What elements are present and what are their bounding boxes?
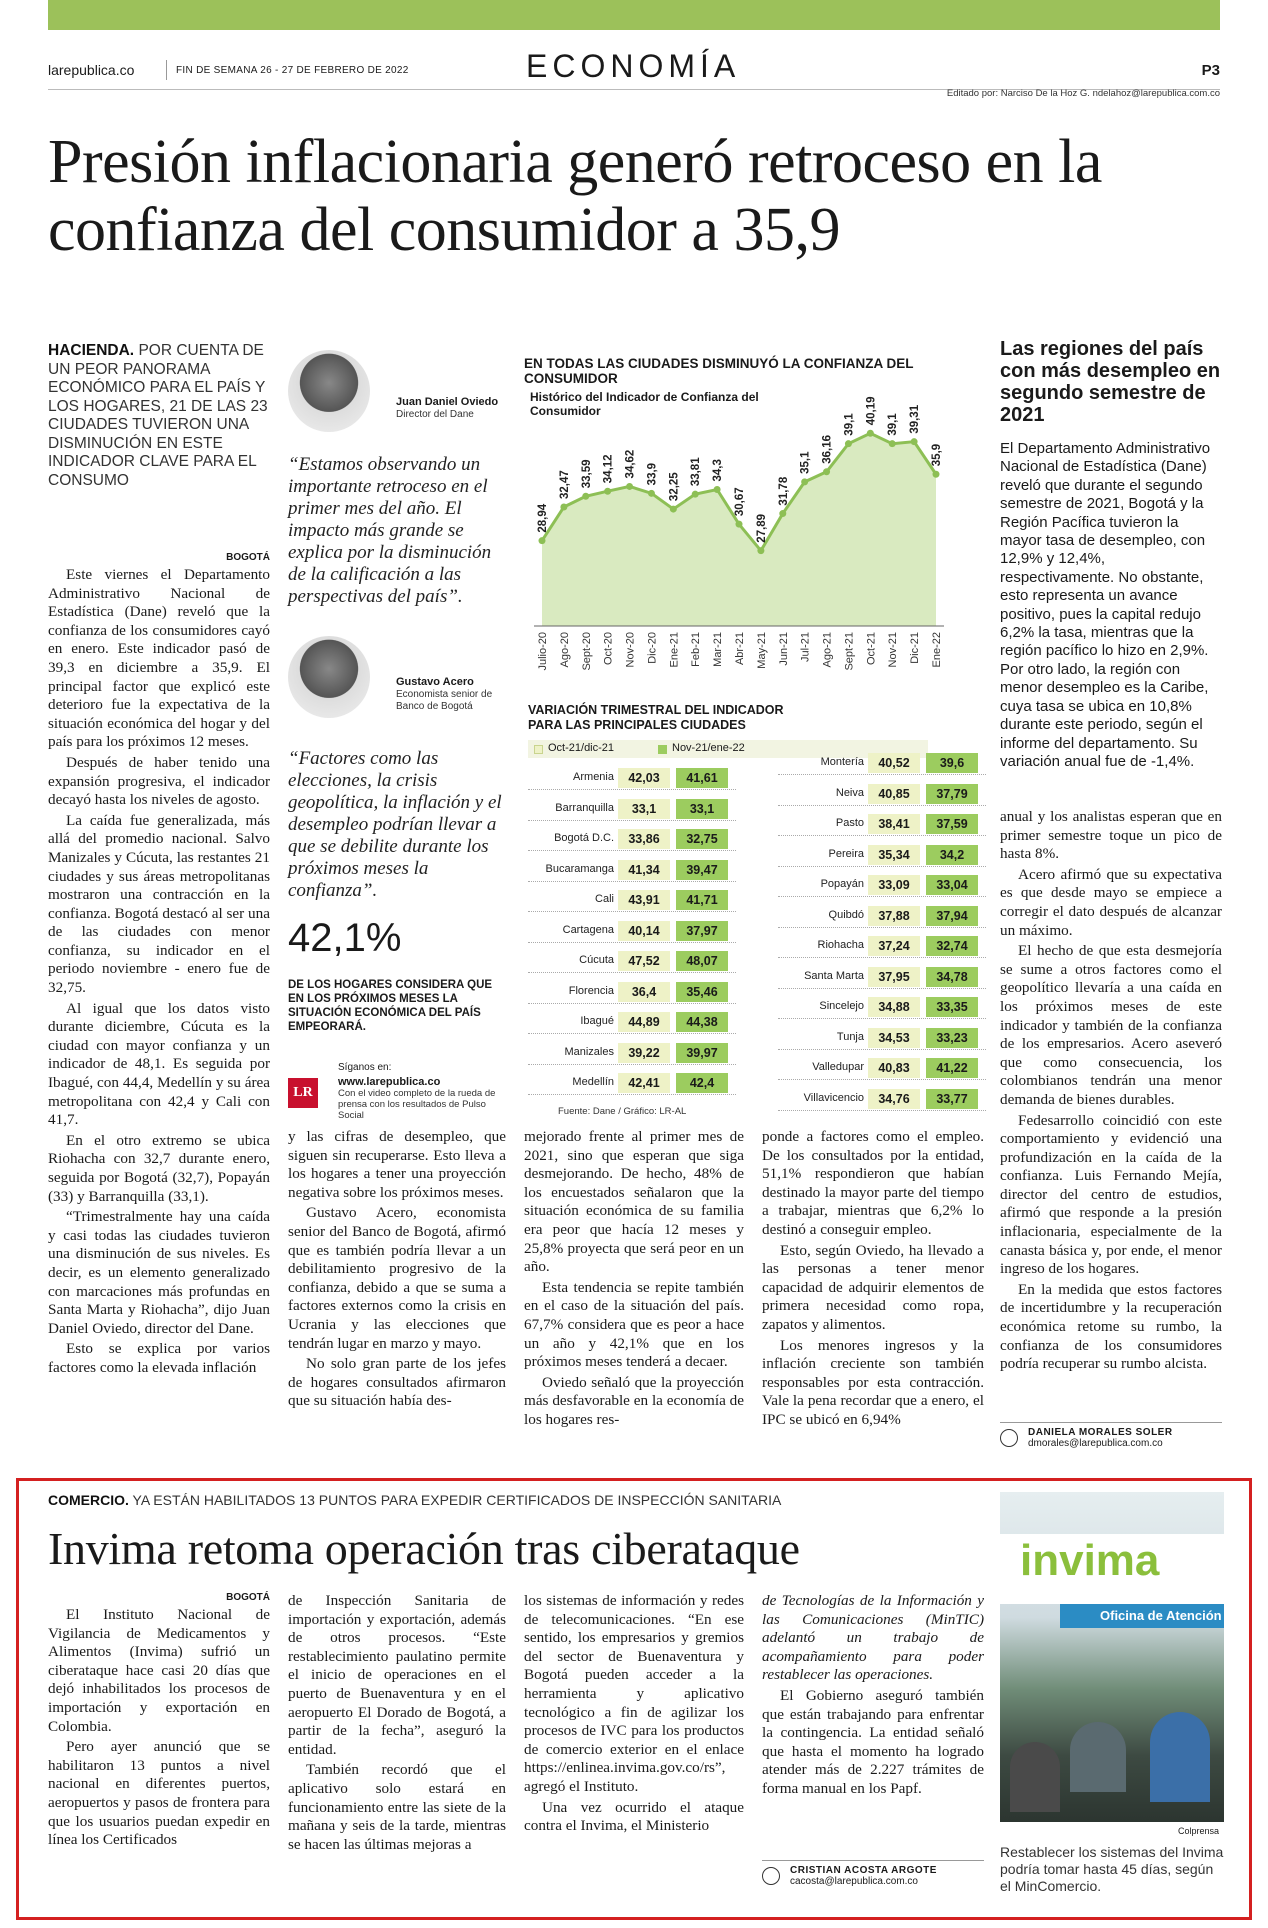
chart-title: EN TODAS LAS CIUDADES DISMINUYÓ LA CONFIANZA DEL CONSUMIDOR	[524, 356, 914, 386]
value-nov-ene: 32,74	[926, 936, 978, 956]
row-divider	[528, 1064, 736, 1065]
value-nov-ene: 41,61	[676, 768, 728, 788]
x-tick-label: Jul-21	[799, 632, 812, 662]
data-point	[801, 478, 808, 485]
data-label: 34,3	[712, 459, 725, 482]
dateline: BOGOTÁ	[226, 552, 270, 563]
page-number: P3	[1201, 62, 1220, 79]
area-fill	[542, 433, 936, 626]
data-point	[867, 430, 874, 437]
table-row	[528, 950, 736, 972]
paragraph: Oviedo señaló que la proyección más desfavorable en la economía de los hogares res-	[524, 1373, 744, 1428]
data-label: 33,9	[646, 462, 659, 486]
article-column-1	[48, 566, 270, 1380]
x-tick-label: Dic-20	[646, 632, 659, 664]
value-nov-ene: 33,1	[676, 799, 728, 819]
value-oct-dic: 47,52	[618, 951, 670, 971]
paragraph: Este viernes el Departamento Administrativo Nacional de Estadística (Dane) reveló que la confianza de los consumidores cayó en enero. Este indicador pasó de 39,3 en diciembre a 35,9. El principal factor que explicó este deterioro fue la expectativa de la situación económica del hogar y del país para los próximos 12 meses.	[48, 566, 270, 751]
invima-photo	[1000, 1492, 1224, 1822]
row-divider	[778, 835, 986, 836]
value-oct-dic: 33,09	[868, 875, 920, 895]
quotes-column	[288, 346, 502, 1121]
paragraph: mejorado frente al primer mes de 2021, sino que esperan que siga desmejorando. De hecho, 48% de los encuestados señalaron que la situación económica de su familia era peor que hacía 12 meses y 25,8% proyecta que será peor en un año.	[524, 1128, 744, 1276]
data-label: 33,81	[690, 457, 703, 487]
value-oct-dic: 35,34	[868, 845, 920, 865]
stat-value: 42,1%	[288, 916, 402, 960]
value-nov-ene: 44,38	[676, 1012, 728, 1032]
value-oct-dic: 38,41	[868, 814, 920, 834]
follow-site[interactable]: www.larepublica.co	[338, 1076, 441, 1088]
legend-label-1: Oct-21/dic-21	[548, 742, 615, 754]
city-name: Pasto	[835, 817, 864, 829]
table-title: VARIACIÓN TRIMESTRAL DEL INDICADOR PARA LAS PRINCIPALES CIUDADES	[528, 703, 784, 732]
lede	[48, 342, 270, 490]
paragraph: Esto, según Oviedo, ha llevado a las personas a tener menor capacidad de adquirir elementos de primera necesidad como ropa, zapatos y alimentos.	[762, 1241, 984, 1333]
data-point	[714, 486, 721, 493]
paragraph: El Instituto Nacional de Vigilancia de Medicamentos y Alimentos (Invima) sufrió un ciberataque hace casi 20 días que dejó inhabilitados los procesos de importación y exportación en Colombia.	[48, 1606, 270, 1735]
value-oct-dic: 40,83	[868, 1058, 920, 1078]
table-row	[528, 1011, 736, 1033]
city-name: Popayán	[820, 878, 864, 890]
row-divider	[778, 1049, 986, 1050]
sign-text: Oficina de Atención	[1100, 1608, 1222, 1623]
value-oct-dic: 42,41	[618, 1073, 670, 1093]
city-name: Neiva	[835, 786, 864, 799]
pull-quote-2: “Factores como las elecciones, la crisis geopolítica, la inflación y el desempleo podrían llevar a que se debilite durante los próximos meses la confianza”.	[288, 748, 502, 901]
table-row	[528, 859, 736, 881]
table-row	[528, 920, 736, 942]
follow-block[interactable]	[338, 1076, 502, 1121]
section-title: ECONOMÍA	[526, 48, 741, 84]
article2-column-2	[288, 1592, 506, 1856]
legend-swatch-2	[658, 745, 667, 754]
author-name: CRISTIAN ACOSTA ARGOTE	[790, 1865, 937, 1876]
value-oct-dic: 42,03	[618, 768, 670, 788]
data-label: 27,89	[755, 513, 768, 543]
value-oct-dic: 34,88	[868, 997, 920, 1017]
x-tick-label: Julio-20	[537, 632, 549, 671]
value-nov-ene: 33,77	[926, 1089, 978, 1109]
kicker-text: YA ESTÁN HABILITADOS 13 PUNTOS PARA EXPEDIR CERTIFICADOS DE INSPECCIÓN SANITARIA	[132, 1492, 782, 1508]
value-nov-ene: 37,79	[926, 784, 978, 804]
person-name: Juan Daniel Oviedo	[396, 396, 499, 408]
city-name: Barranquilla	[555, 801, 614, 814]
row-divider	[778, 896, 986, 897]
data-point	[670, 506, 677, 513]
paragraph: Los menores ingresos y la inflación creciente son también responsables por esta contracción. Vale la pena recordar que a enero, el IPC se ubicó en 6,94%	[762, 1336, 984, 1428]
row-divider	[528, 1003, 736, 1004]
author-icon	[1000, 1429, 1018, 1447]
data-label: 35,1	[799, 451, 812, 474]
value-nov-ene: 39,6	[926, 753, 978, 773]
value-nov-ene: 32,75	[676, 829, 728, 849]
value-nov-ene: 37,97	[676, 921, 728, 941]
city-name: Tunja	[836, 1030, 864, 1043]
person-silhouette	[1010, 1742, 1060, 1812]
city-name: Valledupar	[812, 1061, 864, 1073]
city-name: Pereira	[828, 847, 864, 860]
value-oct-dic: 34,53	[868, 1028, 920, 1048]
data-point	[736, 521, 743, 528]
value-nov-ene: 48,07	[676, 951, 728, 971]
author-icon	[762, 1867, 780, 1885]
table-row	[778, 874, 986, 896]
paragraph: ponde a factores como el empleo. De los consultados por la entidad, 51,1% respondieron que habían destinado la mayor parte del tiempo a trabajar, mientras que 6,2% lo destinó a conseguir empleo.	[762, 1128, 984, 1238]
row-divider	[778, 774, 986, 775]
city-name: Bucaramanga	[545, 862, 614, 875]
photo-caption: Restablecer los sistemas del Invima podría tomar hasta 45 días, según el MinComercio.	[1000, 1844, 1224, 1894]
page-headline: Presión inflacionaria generó retroceso en la confianza del consumidor a 35,9	[48, 128, 1102, 264]
data-label: 39,31	[909, 404, 922, 434]
data-point	[626, 483, 633, 490]
data-point	[889, 440, 896, 447]
row-divider	[778, 866, 986, 867]
value-nov-ene: 33,23	[926, 1028, 978, 1048]
paragraph: los sistemas de información y redes de telecomunicaciones. “En ese sentido, los empresarios y gremios del sector de Buenaventura y Bogotá pueden acceder a la herramienta y aplicativo tecnológico a fin de agilizar los procesos de IVC para los productos de comercio exterior en el enlace https://enlinea.invima.gov.co/rs”, agregó el Instituto.	[524, 1592, 744, 1795]
x-tick-label: Oct-21	[865, 632, 878, 666]
row-divider	[778, 1110, 986, 1111]
value-nov-ene: 34,78	[926, 967, 978, 987]
article2-kicker	[48, 1492, 988, 1508]
article2-column-3	[524, 1592, 744, 1838]
city-name: Sincelejo	[819, 1000, 864, 1012]
data-point	[757, 547, 764, 554]
city-table-left	[528, 767, 736, 1107]
city-table-right	[778, 752, 986, 1112]
paragraph: En el otro extremo se ubica Riohacha con 32,7 durante enero, seguida por Bogotá (32,7), Popayán (33) y Barranquilla (33,1).	[48, 1131, 270, 1205]
value-nov-ene: 37,94	[926, 906, 978, 926]
value-oct-dic: 37,88	[868, 906, 920, 926]
data-point	[604, 488, 611, 495]
x-tick-label: Oct-20	[602, 632, 615, 666]
lr-logo: LR	[288, 1078, 318, 1108]
table-row	[778, 1057, 986, 1079]
x-tick-label: Abr-21	[734, 632, 746, 666]
value-nov-ene: 42,4	[676, 1073, 728, 1093]
table-row	[778, 996, 986, 1018]
data-label: 33,59	[580, 459, 593, 489]
chart-source: Fuente: Dane / Gráfico: LR-AL	[558, 1106, 687, 1117]
article2-column-1	[48, 1606, 270, 1852]
paragraph: Acero afirmó que su expectativa es que desde mayo se empiece a corregir el dato después de alcanzar un máximo.	[1000, 865, 1222, 939]
masthead	[48, 48, 1220, 90]
row-divider	[528, 850, 736, 851]
data-label: 40,19	[865, 396, 878, 426]
x-tick-label: Jun-21	[777, 632, 790, 666]
paragraph: anual y los analistas esperan que en primer semestre toque un pico de hasta 8%.	[1000, 808, 1222, 863]
paragraph: Gustavo Acero, economista senior del Banco de Bogotá, afirmó que es también podría llevar a un debilitamiento progresivo de la confianza, debido a que se suma a factores externos como la crisis en Ucrania y las elecciones que tendrán lugar en marzo y mayo.	[288, 1204, 506, 1352]
person-role: Director del Dane	[396, 409, 474, 420]
author-name: DANIELA MORALES SOLER	[1028, 1427, 1173, 1438]
row-divider	[528, 1033, 736, 1034]
row-divider	[528, 789, 736, 790]
value-nov-ene: 39,97	[676, 1043, 728, 1063]
row-divider	[778, 1018, 986, 1019]
data-label: 34,62	[624, 449, 637, 479]
data-point	[692, 491, 699, 498]
paragraph: También recordó que el aplicativo solo estará en funcionamiento entre las siete de la mañana y seis de la tarde, mientras se hacen las últimas mejoras a	[288, 1761, 506, 1853]
sidebar-text: El Departamento Administrativo Nacional de Estadística (Dane) reveló que durante el segundo semestre de 2021, Bogotá y la Región Pacífica tuvieron la mayor tasa de desempleo, con 12,9% y 12,4%, respectivamente. No obstante, esto representa un avance positivo, pues la capital redujo 6,2% la tasa, mientras que la región pacífico lo hizo en 2,9%. Por otro lado, la región con menor desempleo es la Caribe, cuya tasa se ubica en 10,8% durante este periodo, según el informe del departamento. Su variación anual fue de -1,4%.	[1000, 440, 1211, 770]
row-divider	[528, 942, 736, 943]
value-oct-dic: 43,91	[618, 890, 670, 910]
city-name: Villavicencio	[803, 1091, 864, 1104]
table-row	[778, 783, 986, 805]
paragraph: No solo gran parte de los jefes de hogares consultados afirmaron que su situación había des-	[288, 1355, 506, 1410]
data-label: 30,67	[734, 487, 746, 517]
x-tick-label: Ene-21	[668, 632, 681, 668]
row-divider	[528, 972, 736, 973]
person-name: Gustavo Acero	[396, 676, 474, 688]
person-silhouette	[1150, 1712, 1210, 1802]
paragraph: “Trimestralmente hay una caída y casi todas las ciudades tuvieron una disminución de sus niveles. Es decir, es un elemento generalizado con marcaciones más profundas en Santa Marta y Riohacha”, dijo Juan Daniel Oviedo, director del Dane.	[48, 1208, 270, 1337]
paragraph: de Inspección Sanitaria de importación y exportación, además de otros procesos. “Este restablecimiento paulatino permite el inicio de operaciones en el puerto de Buenaventura y en el aeropuerto El Dorado de Bogotá, a partir de la fecha”, aseguró la entidad.	[288, 1592, 506, 1758]
masthead-divider	[166, 60, 167, 80]
data-point	[933, 471, 940, 478]
table-row	[528, 828, 736, 850]
paragraph: Una vez ocurrido el ataque contra el Invima, el Ministerio	[524, 1798, 744, 1835]
table-row	[528, 1042, 736, 1064]
photo-credit: Colprensa	[1178, 1826, 1220, 1836]
paragraph: El hecho de que esta desmejoría se sume a otros factores como el geopolítico llevaría a una caída en los próximos meses de este indicador y también de la confianza de los empresarios. Acero aseveró que como consecuencia, los colombianos tendrán una menor demanda de bienes durables.	[1000, 942, 1222, 1108]
paragraph: Fedesarrollo coincidió con este comportamiento y evidenció una profundización en la caída de la confianza. Luis Fernando Mejía, director del centro de estudios, afirmó que responde a la presión inflacionaria, especialmente de la canasta básica y, por ende, el menor ingreso de los hogares.	[1000, 1111, 1222, 1278]
data-point	[560, 503, 567, 510]
x-tick-label: May-21	[755, 632, 768, 669]
article2-column-4	[762, 1592, 984, 1801]
follow-label: Síganos en:	[338, 1062, 392, 1073]
author-email[interactable]: cacosta@larepublica.com.co	[790, 1876, 918, 1887]
row-divider	[778, 1079, 986, 1080]
paragraph: Esta tendencia se repite también en el caso de la situación del país. 67,7% considera que es peor a hace un año y 42,1% que en los próximos meses tenderá a decaer.	[524, 1278, 744, 1371]
paragraph: y las cifras de desempleo, que siguen sin recuperarse. Esto lleva a los hogares a tener una proyección negativa sobre los próximos meses.	[288, 1128, 506, 1201]
value-oct-dic: 36,4	[618, 982, 670, 1002]
editor-credit: Editado por: Narciso De la Hoz G. ndelahoz@larepublica.com.co	[946, 88, 1220, 99]
city-name: Riohacha	[817, 939, 864, 951]
city-name: Florencia	[568, 984, 614, 997]
site-name[interactable]: larepublica.co	[48, 62, 135, 78]
x-tick-label: Ago-20	[558, 632, 571, 668]
data-label: 32,47	[558, 470, 571, 499]
person-caption-1	[396, 396, 504, 421]
table-row	[778, 966, 986, 988]
table-row	[778, 905, 986, 927]
city-name: Bogotá D.C.	[554, 832, 614, 844]
data-point	[911, 438, 918, 445]
person-caption-2	[396, 676, 504, 713]
value-nov-ene: 39,47	[676, 860, 728, 880]
table-row	[528, 798, 736, 820]
sidebar-title: Las regiones del país con más desempleo en segundo semestre de 2021	[1000, 338, 1221, 426]
person-silhouette	[1070, 1722, 1126, 1792]
table-row	[778, 844, 986, 866]
row-divider	[528, 1094, 736, 1095]
value-nov-ene: 37,59	[926, 814, 978, 834]
legend-swatch-1	[534, 745, 543, 754]
city-name: Quibdó	[828, 908, 864, 921]
follow-text: Con el video completo de la rueda de prensa con los resultados de Pulso Social	[338, 1088, 496, 1121]
row-divider	[528, 820, 736, 821]
city-name: Manizales	[564, 1045, 614, 1058]
person-photo-oviedo	[288, 350, 370, 432]
table-row	[778, 752, 986, 774]
city-name: Ibagué	[580, 1015, 614, 1027]
value-oct-dic: 44,89	[618, 1012, 670, 1032]
row-divider	[778, 988, 986, 989]
value-nov-ene: 41,71	[676, 890, 728, 910]
city-name: Armenia	[573, 771, 614, 783]
article-column-4	[524, 1128, 744, 1432]
stat-description: DE LOS HOGARES CONSIDERA QUE EN LOS PRÓXIMOS MESES LA SITUACIÓN ECONÓMICA DEL PAÍS EMPEORARÁ.	[288, 979, 493, 1033]
value-oct-dic: 40,14	[618, 921, 670, 941]
value-nov-ene: 35,46	[676, 982, 728, 1002]
value-nov-ene: 41,22	[926, 1058, 978, 1078]
issue-date: FIN DE SEMANA 26 - 27 DE FEBRERO DE 2022	[176, 65, 409, 76]
city-name: Medellín	[572, 1076, 614, 1088]
data-label: 31,78	[777, 476, 790, 506]
legend-label-2: Nov-21/ene-22	[672, 742, 745, 754]
city-name: Santa Marta	[804, 969, 864, 982]
pull-quote-1: “Estamos observando un importante retroceso en el primer mes del año. El impacto más grande se explica por la disminución de la calificación a las perspectivas del país”.	[288, 454, 492, 607]
data-point	[648, 490, 655, 497]
confidence-area-chart	[524, 396, 954, 708]
kicker-label: COMERCIO.	[48, 1492, 129, 1508]
table-row	[528, 767, 736, 789]
sign-logo-text: invima	[1020, 1536, 1160, 1585]
person-role: Economista senior de Banco de Bogotá	[396, 689, 493, 712]
article-column-3	[288, 1128, 506, 1413]
data-label: 32,25	[668, 472, 681, 502]
article-column-6	[1000, 808, 1222, 1376]
x-tick-label: Ene-22	[931, 632, 943, 668]
table-row	[778, 813, 986, 835]
x-tick-label: Feb-21	[690, 632, 703, 667]
data-label: 35,9	[931, 443, 943, 467]
x-tick-label: Nov-20	[624, 632, 637, 668]
article-column-5	[762, 1128, 984, 1432]
paragraph: El Gobierno aseguró también que están trabajando para enfrentar la contingencia. La entidad señaló que hasta el momento ha logrado atender más de 2.227 trámites de forma manual en los Papf.	[762, 1686, 984, 1797]
x-tick-label: Ago-21	[821, 632, 834, 668]
city-name: Cúcuta	[579, 954, 614, 966]
author-email[interactable]: dmorales@larepublica.com.co	[1028, 1438, 1163, 1449]
row-divider	[778, 805, 986, 806]
value-oct-dic: 34,76	[868, 1089, 920, 1109]
value-oct-dic: 33,1	[618, 799, 670, 819]
city-name: Montería	[820, 756, 864, 768]
value-nov-ene: 33,35	[926, 997, 978, 1017]
data-label: 36,16	[821, 434, 834, 464]
value-oct-dic: 37,24	[868, 936, 920, 956]
value-oct-dic: 37,95	[868, 967, 920, 987]
row-divider	[778, 957, 986, 958]
value-oct-dic: 39,22	[618, 1043, 670, 1063]
table-row	[778, 1027, 986, 1049]
value-nov-ene: 33,04	[926, 875, 978, 895]
data-label: 34,12	[602, 454, 615, 484]
paragraph: La caída fue generalizada, más allá del promedio nacional. Salvo Manizales y Cúcuta, las restantes 21 ciudades y sus áreas metropolitanas mostraron una contracción en la confianza. Bogotá destacó al ser una de las ciudades con menor confianza, su indicador en el periodo noviembre - enero fue de 32,75.	[48, 811, 270, 997]
row-divider	[528, 911, 736, 912]
x-tick-label: Sept-20	[580, 632, 593, 671]
sidebar-box	[1000, 338, 1222, 771]
x-tick-label: Sept-21	[843, 632, 856, 671]
data-point	[845, 440, 852, 447]
row-divider	[528, 881, 736, 882]
article2-dateline: BOGOTÁ	[226, 1592, 270, 1603]
article2-author-block	[762, 1860, 984, 1887]
table-row	[528, 889, 736, 911]
value-oct-dic: 41,34	[618, 860, 670, 880]
value-nov-ene: 34,2	[926, 845, 978, 865]
x-tick-label: Nov-21	[887, 632, 900, 668]
data-point	[823, 468, 830, 475]
data-label: 28,94	[537, 503, 549, 533]
table-row	[528, 1072, 736, 1094]
data-point	[582, 493, 589, 500]
data-point	[539, 537, 546, 544]
author-block	[1000, 1422, 1222, 1449]
paragraph: Después de haber tenido una expansión progresiva, el indicador decayó hasta los niveles de agosto.	[48, 753, 270, 809]
paragraph: de Tecnologías de la Información y las Comunicaciones (MinTIC) adelantó un trabajo de acompañamiento para poder restablecer las operaciones.	[762, 1592, 984, 1684]
lede-text: POR CUENTA DE UN PEOR PANORAMA ECONÓMICO PARA EL PAÍS Y LOS HOGARES, 21 DE LAS 23 CIUDADES TUVIERON UNA DISMINUCIÓN EN ESTE INDICADOR CLAVE PARA EL CONSUMO	[48, 342, 268, 489]
top-color-bar	[48, 0, 1220, 30]
city-name: Cali	[595, 893, 614, 905]
data-point	[779, 510, 786, 517]
table-row	[528, 981, 736, 1003]
paragraph: Pero ayer anunció que se habilitaron 13 puntos a nivel nacional en diferentes puertos, aeropuertos y pasos de frontera para que los usuarios puedan expedir en línea los Certificados	[48, 1738, 270, 1849]
data-label: 39,1	[887, 413, 900, 436]
value-oct-dic: 33,86	[618, 829, 670, 849]
paragraph: En la medida que estos factores de incertidumbre y la recuperación económica retome su rumbo, la confianza de los consumidores podría recuperar su rumbo alcista.	[1000, 1280, 1222, 1373]
x-tick-label: Mar-21	[712, 632, 725, 667]
x-tick-label: Dic-21	[909, 632, 922, 664]
table-row	[778, 935, 986, 957]
value-oct-dic: 40,52	[868, 753, 920, 773]
row-divider	[778, 927, 986, 928]
paragraph: Esto se explica por varios factores como la elevada inflación	[48, 1340, 270, 1376]
paragraph: Al igual que los datos visto durante diciembre, Cúcuta es la ciudad con mayor confianza y un indicador de 48,1. Es seguida por Ibagué, con 44,4, Medellín y su área metropolitana con 42,4 y Cali con 41,7.	[48, 999, 270, 1129]
value-oct-dic: 40,85	[868, 784, 920, 804]
article2-headline: Invima retoma operación tras ciberataque	[48, 1523, 800, 1574]
chart-subtitle: Histórico del Indicador de Confianza del Consumidor	[530, 390, 759, 418]
data-label: 39,1	[843, 413, 856, 436]
city-name: Cartagena	[562, 923, 614, 936]
person-photo-acero	[288, 636, 370, 718]
lede-kicker: HACIENDA.	[48, 342, 135, 359]
table-row	[778, 1088, 986, 1110]
